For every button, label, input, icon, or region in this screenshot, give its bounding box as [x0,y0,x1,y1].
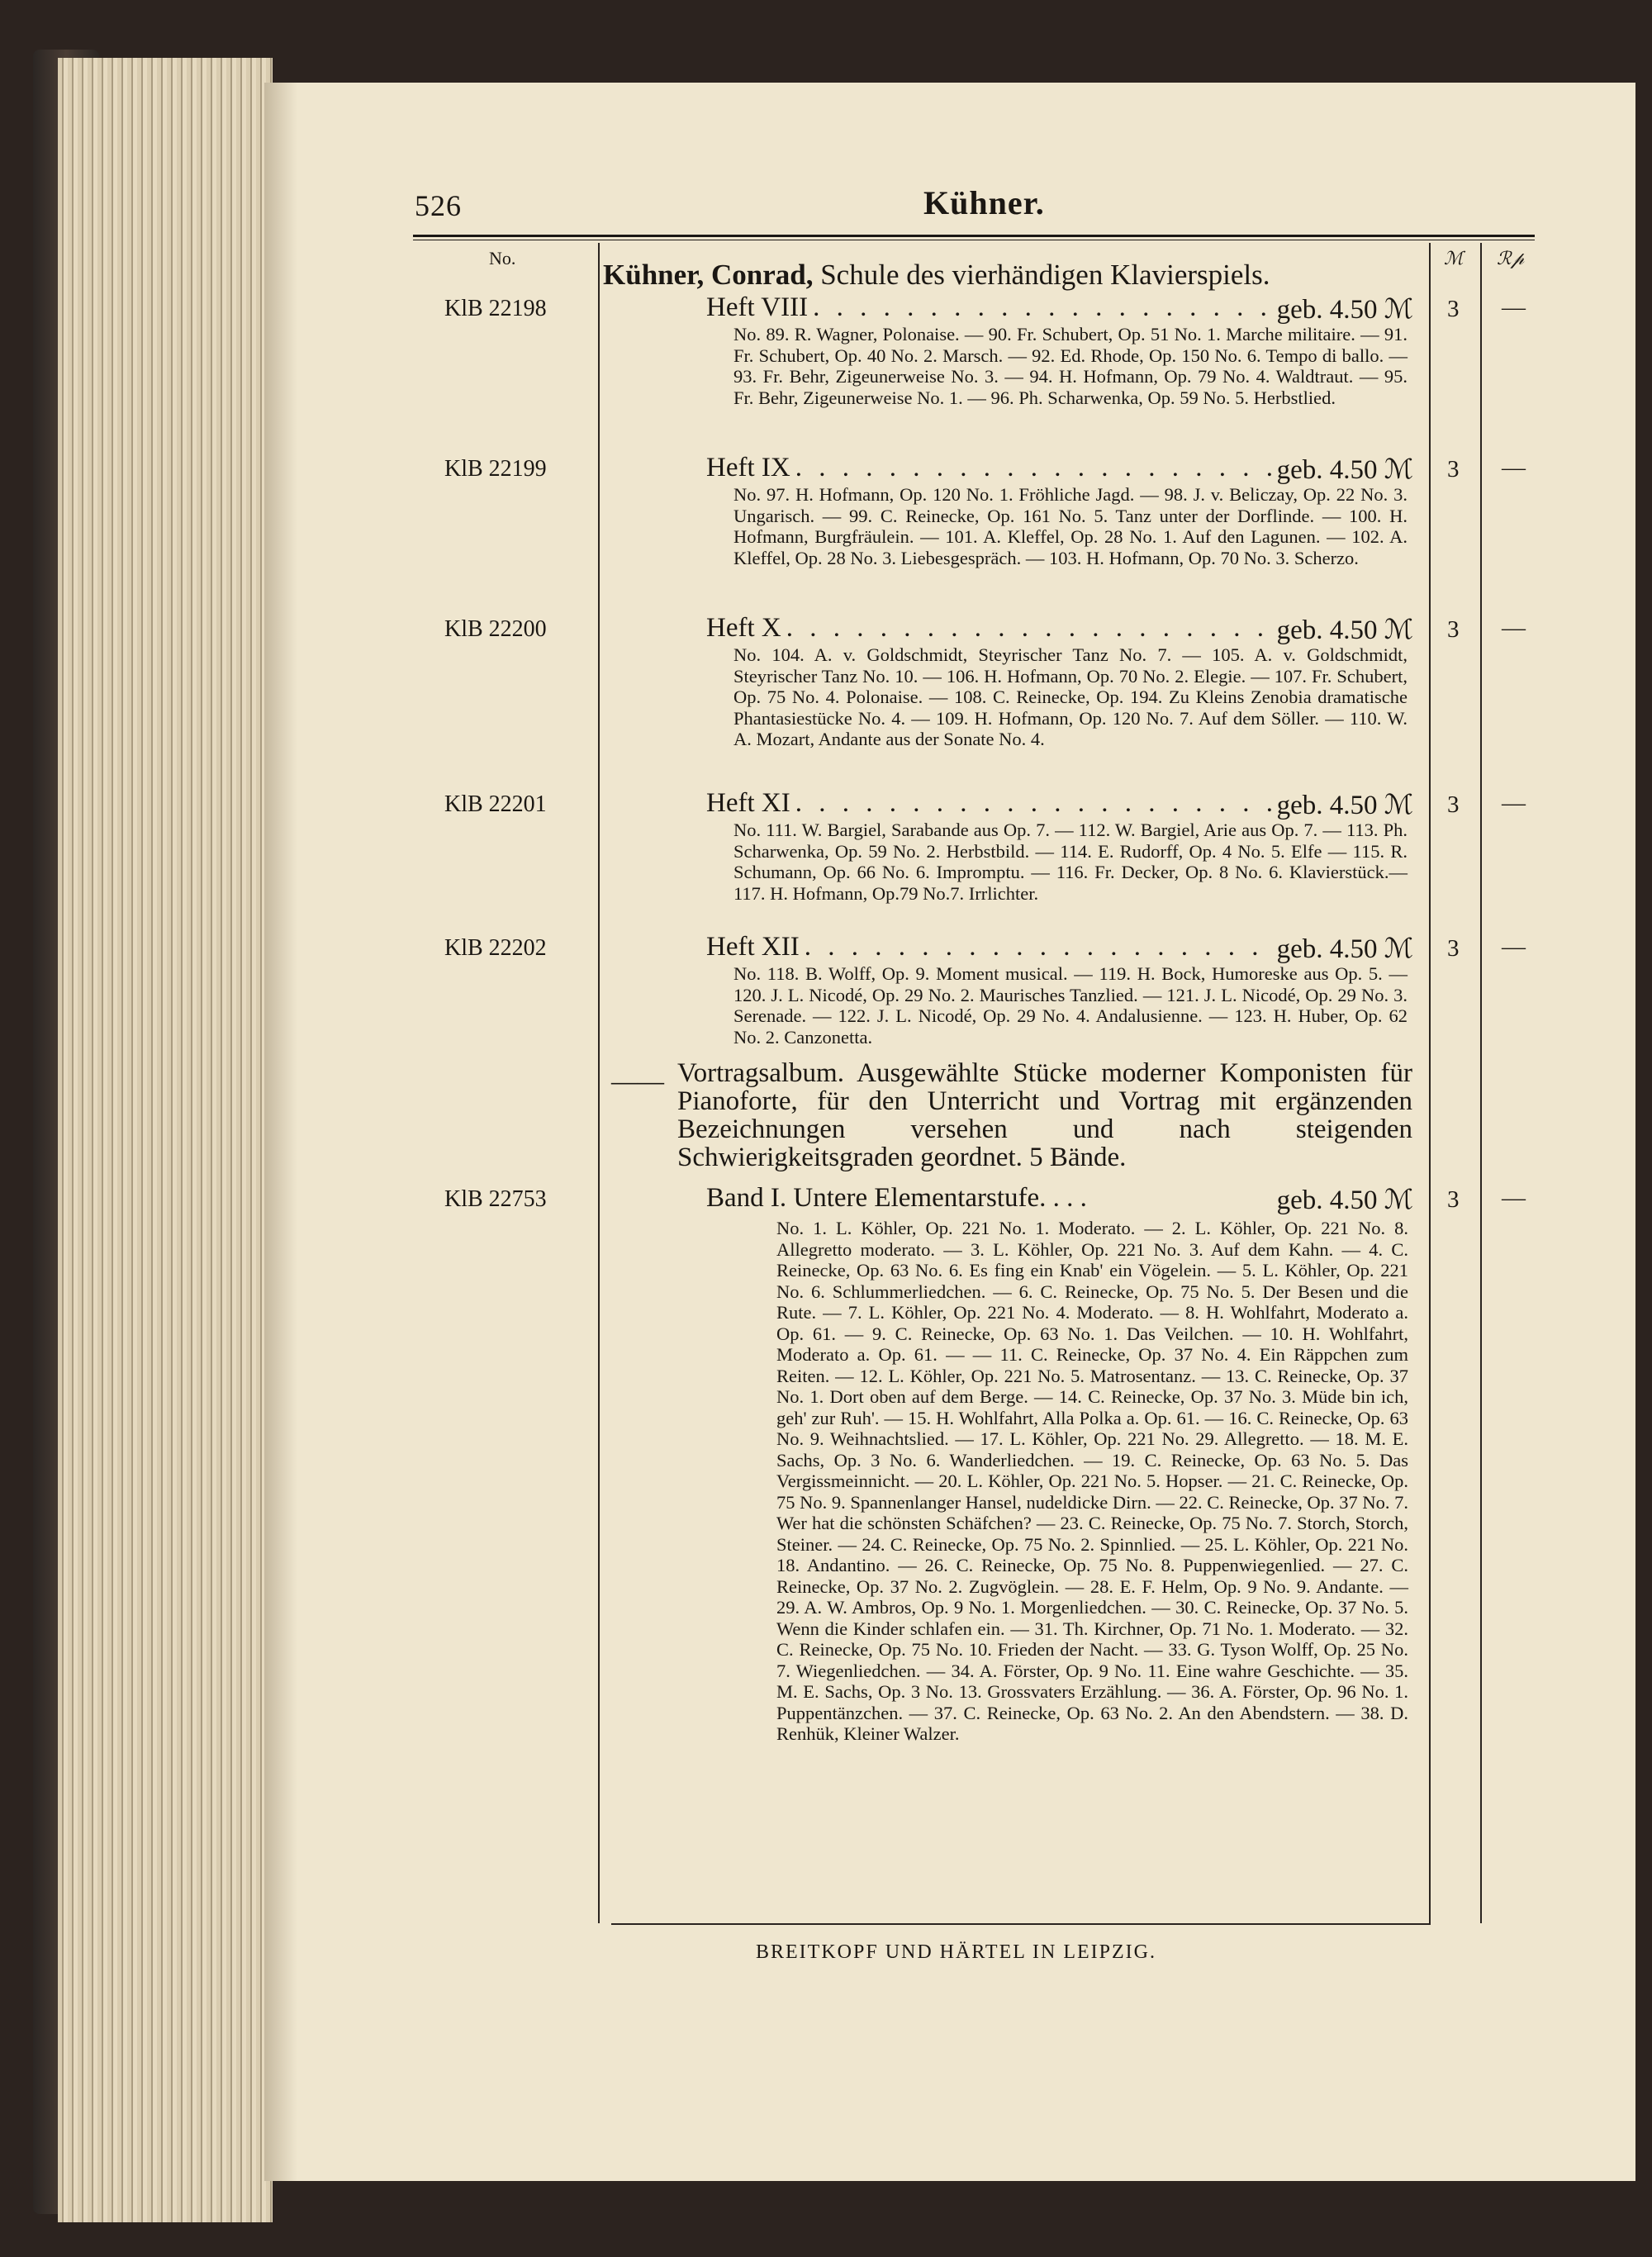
entry-label: Heft XI [706,788,790,818]
column-divider-pf [1480,243,1482,1923]
entry-line [706,292,1413,325]
entry-price-text: geb. 4.50 ℳ [1276,934,1413,964]
catalogue-number: KlB 22201 [444,791,547,817]
page-edges [58,58,273,2222]
entry-price-text: geb. 4.50 ℳ [1276,455,1413,485]
price-mark: 3 [1447,456,1460,482]
entry-contents: No. 104. A. v. Goldschmidt, Steyrischer Tanz No. 7. — 105. A. v. Goldschmidt, Steyrischer Tanz No. 10. — 106. H. Hofmann, Op. 70 No. 2. Elegie. — 107. Fr. Schubert, Op. 75 No. 4. Polonaise. — 108. C. Reinecke, Op. 194. Zu Kleins Zenobia dramatische Phantasiestücke No. 4. — 109. H. Hofmann, Op. 120 No. 7. Auf dem Söller. — 110. W. A. Mozart, Andante aus der Sonate No. 4. [733,644,1408,749]
entry-line [706,932,1413,965]
page-number: 526 [415,189,462,222]
entry-price-text: geb. 4.50 ℳ [1276,791,1413,820]
footer-rule [611,1923,1431,1925]
price-mark: 3 [1447,791,1460,818]
column-header-no: No. [489,248,516,268]
leader-dots [795,788,1272,821]
entry-label: Heft VIII [706,292,809,322]
catalogue-number: KlB 22202 [444,935,547,961]
catalogue-number: KlB 22753 [444,1186,547,1212]
publisher-footer: BREITKOPF UND HÄRTEL IN LEIPZIG. [756,1941,1156,1963]
column-header-pf: ℛ𝓅 [1497,248,1525,268]
entry-label: Heft XII [706,932,800,962]
price-mark: 3 [1447,616,1460,643]
series-dash: —— [611,1066,664,1095]
leader-dots [805,932,1272,965]
leader-dots [813,292,1271,325]
entry-line [706,1183,1413,1216]
entry-contents: No. 1. L. Köhler, Op. 221 No. 1. Moderato. — 2. L. Köhler, Op. 221 No. 8. Allegretto moderato. — 3. L. Köhler, Op. 221 No. 3. Auf dem Kahn. — 4. C. Reinecke, Op. 63 No. 6. Es fing ein Knab' ein Vögelein. — 5. L. Köhler, Op. 221 No. 6. Schlummerliedchen. — 6. C. Reinecke, Op. 75 No. 5. Der Besen und die Rute. — 7. L. Köhler, Op. 221 No. 4. Moderato. — 8. H. Wohlfahrt, Moderato a. Op. 61. — 9. C. Reinecke, Op. 63 No. 1. Das Veilchen. — 10. H. Wohlfahrt, Moderato a. Op. 61. — — 11. C. Reinecke, Op. 37 No. 4. Ein Räppchen zum Reiten. — 12. L. Köhler, Op. 221 No. 5. Matrosentanz. — 13. C. Reinecke, Op. 37 No. 1. Dort oben auf dem Berge. — 14. C. Reinecke, Op. 37 No. 3. Müde bin ich, geh' zur Ruh'. — 15. H. Wohlfahrt, Alla Polka a. Op. 61. — 16. C. Reinecke, Op. 63 No. 9. Weihnachtslied. — 17. L. Köhler, Op. 221 No. 29. Allegretto. — 18. M. E. Sachs, Op. 3 No. 6. Wanderliedchen. — 19. C. Reinecke, Op. 63 No. 5. Das Vergissmeinnicht. — 20. L. Köhler, Op. 221 No. 5. Hopser. — 21. C. Reinecke, Op. 75 No. 9. Spannenlanger Hansel, nudeldicke Dirn. — 22. C. Reinecke, Op. 37 No. 7. Wer hat die schönsten Schäfchen? — 23. C. Reinecke, Op. 75 No. 7. Storch, Storch, Steiner. — 24. C. Reinecke, Op. 75 No. 2. Spinnlied. — 25. L. Köhler, Op. 221 No. 18. Andantino. — 26. C. Reinecke, Op. 75 No. 8. Puppenwiegenlied. — 27. C. Reinecke, Op. 37 No. 2. Zugvöglein. — 28. E. F. Helm, Op. 9 No. 9. Andante. — 29. A. W. Ambros, Op. 9 No. 1. Morgenliedchen. — 30. C. Reinecke, Op. 37 No. 5. Wenn die Kinder schlafen ein. — 31. Th. Kirchner, Op. 71 No. 1. Moderato. — 32. C. Reinecke, Op. 75 No. 10. Frieden der Nacht. — 33. G. Tyson Wolff, Op. 25 No. 7. Wiegenliedchen. — 34. A. Förster, Op. 9 No. 11. Eine wahre Geschichte. — 35. M. E. Sachs, Op. 3 No. 13. Grossvaters Erzählung. — 36. A. Förster, Op. 96 No. 1. Puppentänzchen. — 37. C. Reinecke, Op. 63 No. 2. An den Abendstern. — 38. D. Renhük, Kleiner Walzer. [776,1218,1408,1744]
entry-price-text: geb. 4.50 ℳ [1276,295,1413,325]
leader-dots [795,453,1272,486]
entry-price-text: geb. 4.50 ℳ [1276,615,1413,645]
page-gutter-shadow [264,83,297,2181]
author-heading [603,259,1270,292]
price-pf: — [1502,454,1526,481]
running-title: Kühner. [923,184,1045,221]
entry-label: Heft X [706,613,781,643]
price-mark: 3 [1447,296,1460,322]
price-pf: — [1502,790,1526,816]
column-divider-mark [1429,243,1431,1923]
column-header-mark: ℳ [1444,248,1464,268]
entry-line [706,453,1413,486]
leader-dots [786,613,1272,646]
price-mark: 3 [1447,1186,1460,1213]
price-pf: — [1502,615,1526,641]
price-pf: — [1502,934,1526,960]
entry-price-text: geb. 4.50 ℳ [1276,1186,1413,1215]
catalogue-number: KlB 22200 [444,616,547,642]
series-description: Vortragsalbum. Ausgewählte Stücke moderner Komponisten für Pianoforte, für den Unterricht und Vortrag mit ergänzenden Bezeichnungen versehen und nach steigenden Schwierigkeitsgraden geordnet. 5 Bände. [677,1058,1412,1172]
entry-contents: No. 111. W. Bargiel, Sarabande aus Op. 7. — 112. W. Bargiel, Arie aus Op. 7. — 113. Ph. Scharwenka, Op. 59 No. 2. Herbstbild. — 114. E. Rudorff, Op. 4 No. 5. Elfe — 115. R. Schumann, Op. 66 No. 6. Impromptu. — 116. Fr. Decker, Op. 8 No. 6. Klavierstück.— 117. H. Hofmann, Op.79 No.7. Irrlichter. [733,820,1408,904]
price-pf: — [1502,294,1526,321]
entry-label: Band I. Untere Elementarstufe. . . . [706,1183,1087,1213]
author-name: Kühner, Conrad, [603,259,814,291]
header-rule [413,235,1535,237]
entry-line [706,788,1413,821]
catalogue-number: KlB 22198 [444,296,547,321]
work-title: Schule des vierhändigen Klavierspiels. [820,259,1270,291]
entry-contents: No. 118. B. Wolff, Op. 9. Moment musical. — 119. H. Bock, Humoreske aus Op. 5. — 120. J. L. Nicodé, Op. 29 No. 2. Maurisches Tanzlied. — 121. J. L. Nicodé, Op. 29 No. 3. Serenade. — 122. J. L. Nicodé, Op. 29 No. 4. Andalusienne. — 123. H. Huber, Op. 62 No. 2. Canzonetta. [733,963,1408,1048]
entry-label: Heft IX [706,453,790,482]
entry-line [706,613,1413,646]
price-mark: 3 [1447,935,1460,962]
column-divider-left [598,243,600,1923]
price-pf: — [1502,1185,1526,1211]
entry-contents: No. 89. R. Wagner, Polonaise. — 90. Fr. Schubert, Op. 51 No. 1. Marche militaire. — 91. Fr. Schubert, Op. 40 No. 2. Marsch. — 92. Ed. Rhode, Op. 150 No. 6. Tempo di ballo. — 93. Fr. Behr, Zigeunerweise No. 3. — 94. H. Hofmann, Op. 79 No. 4. Waldtraut. — 95. Fr. Behr, Zigeunerweise No. 1. — 96. Ph. Scharwenka, Op. 59 No. 5. Herbstlied. [733,324,1408,408]
catalogue-number: KlB 22199 [444,456,547,482]
entry-contents: No. 97. H. Hofmann, Op. 120 No. 1. Fröhliche Jagd. — 98. J. v. Beliczay, Op. 22 No. 3. Ungarisch. — 99. C. Reinecke, Op. 161 No. 5. Tanz unter der Dorflinde. — 100. H. Hofmann, Burgfräulein. — 101. A. Kleffel, Op. 28 No. 1. Auf den Lagunen. — 102. A. Kleffel, Op. 28 No. 3. Liebesgespräch. — 103. H. Hofmann, Op. 70 No. 3. Scherzo. [733,484,1408,568]
